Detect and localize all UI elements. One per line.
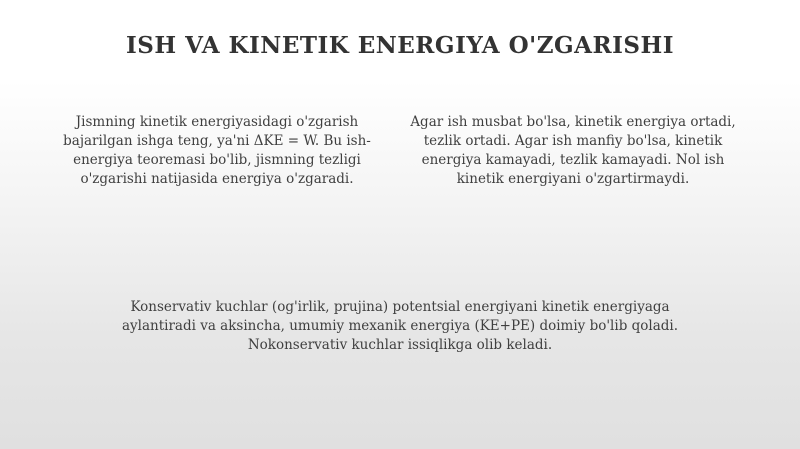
left-paragraph: Jismning kinetik energiyasidagi o'zgarish bajarilgan ishga teng, ya'ni ΔKE = W. Bu ish-energiya teoremasi bo'lib, jismning tezligi o'zgarishi natijasida energiya o'zgaradi. xyxy=(63,114,371,187)
slide-title: ISH VA KINETIK ENERGIYA O'ZGARISHI xyxy=(126,32,674,59)
right-paragraph: Agar ish musbat bo'lsa, kinetik energiya ortadi, tezlik ortadi. Agar ish manfiy bo'lsa, kinetik energiya kamayadi, tezlik kamayadi. Nol ish kinetik energiyani o'zgartirmaydi. xyxy=(410,114,736,187)
bottom-paragraph: Konservativ kuchlar (og'irlik, prujina) potentsial energiyani kinetik energiyaga aylantiradi va aksincha, umumiy mexanik energiya (KE+PE) doimiy bo'lib qoladi. Nokonservativ kuchlar issiqlikga olib keladi. xyxy=(121,299,679,353)
